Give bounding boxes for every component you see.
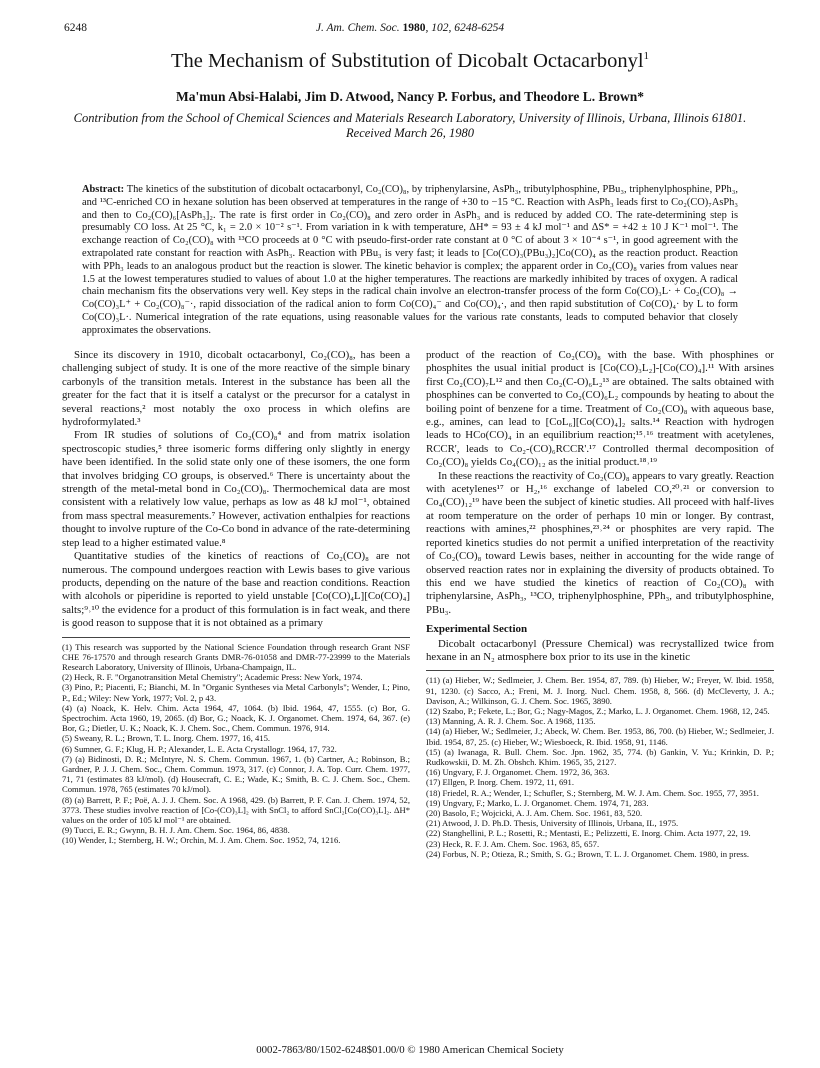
footnote: (7) (a) Bidinosti, D. R.; McIntyre, N. S. Chem. Commun. 1967, 1. (b) Cartner, A.; Robinson, B.; Gardner, P. J. J. Chem. Soc., Chem. Commun. 1973, 317. (c) Connor, J. A. Top. Curr. Chem. 1977, 71, 71 (estimates 83 kJ/mol). (d) Housecraft, C. E.; Wade, K.; Smith, B. C. J. Chem. Soc., Chem. Commun. 1978, 765 (estimates 70 kJ/mol). xyxy=(62,753,410,795)
abstract-label: Abstract: xyxy=(82,184,125,195)
footnote: (4) (a) Noack, K. Helv. Chim. Acta 1964, 47, 1064. (b) Ibid. 1964, 47, 1555. (c) Bor, G. Spectrochim. Acta 1960, 19, 2065. (d) Bor, G.; Noack, K. J. Organomet. Chem. 1974, 64, 367. (e) Bor, G.; Dietler, U. K.; Noack, K. J. Chem. Soc., Chem. Commun. 1976, 914. xyxy=(62,702,410,734)
footnote: (16) Ungvary, F. J. Organomet. Chem. 1972, 36, 363. xyxy=(426,767,610,778)
author-list: Ma'mun Absi-Halabi, Jim D. Atwood, Nancy P. Forbus, and Theodore L. Brown* xyxy=(176,89,644,104)
footnote: (17) Ellgen, P. Inorg. Chem. 1972, 11, 691. xyxy=(426,777,574,788)
footnote: (8) (a) Barrett, P. F.; Poë, A. J. J. Chem. Soc. A 1968, 429. (b) Barrett, P. F. Can. J. Chem. 1974, 52, 3773. These studies involve reaction of [Co-(CO)₃L]₂ with SnCl₂ to afford SnCl₂[Co(CO)₃L]₂. ΔH* values on the order of 105 kJ mol⁻¹ are obtained. xyxy=(62,794,410,825)
footnote: (9) Tucci, E. R.; Gwynn, B. H. J. Am. Chem. Soc. 1964, 86, 4838. xyxy=(62,825,290,836)
body-paragraph: product of the reaction of Co₂(CO)₈ with the base. With phosphines or phosphites the usual initial product is [Co(CO)₃L₂]-[Co(CO)₄].¹¹ With arsines first Co₂(CO)₇L¹² and then Co₂(C-O)₆L₂¹³ are obtained. The salts obtained with phosphines can be converted to Co₂(CO)₆L₂ compounds by heating to about the boiling point of benzene for a time. Treatment of Co₂(CO)₈ with aqueous base, e.g., amines, can lead to [CoL₆][Co(CO)₄]₂ salts.¹⁴ Reaction with hydrogen leads to HCo(CO)₄ in an equilibrium reaction;¹⁵˒¹⁶ treatment with acetylenes, RCCR', leads to Co₂-(CO)₆RCCR'.¹⁷ Controlled thermal decomposition of Co₂(CO)₈ yields Co₄(CO)₁₂ as the initial product.¹⁸˒¹⁹ xyxy=(426,349,774,469)
article-title-text: The Mechanism of Substitution of Dicobalt Octacarbonyl xyxy=(170,50,644,72)
body-paragraph: In these reactions the reactivity of Co₂(CO)₈ appears to vary greatly. Reaction with acetylenes¹⁷ or H₂,¹⁶ exchange of labeled CO,²⁰˒²¹ or conversion to Co₄(CO)₁₂¹⁹ have been the subject of kinetic studies. All proceed with half-lives at room temperature on the order of perhaps 10 min or longer. By contrast, reactions with amines,²² phosphines,²³˒²⁴ or phosphites are very rapid. The reported kinetics studies do not permit a unified interpretation of the reactivity of Co₂(CO)₈ toward Lewis bases, neither in accounting for the wide range of observed reaction rates nor in explaining the diversity of products obtained. To this end we have studied the kinetics of reaction of Co₂(CO)₈ with triphenylarsine, AsPh₃, ¹³CO, triphenylphosphine, PPh₃, and tributylphosphine, PBu₃. xyxy=(426,469,775,616)
footnote: (6) Sumner, G. F.; Klug, H. P.; Alexander, L. E. Acta Crystallogr. 1964, 17, 732. xyxy=(62,743,337,754)
left-column xyxy=(62,349,410,846)
running-header xyxy=(64,22,756,38)
copyright-footer: 0002-7863/80/1502-6248$01.00/0 © 1980 American Chemical Society xyxy=(256,1044,564,1056)
journal-year: 1980 xyxy=(402,22,426,34)
page-number: 6248 xyxy=(64,22,87,34)
journal-name: J. Am. Chem. Soc. xyxy=(315,22,400,34)
article-title xyxy=(40,50,780,73)
footnotes-right xyxy=(426,675,774,859)
right-column xyxy=(426,349,774,859)
footnote: (2) Heck, R. F. "Organotransition Metal Chemistry"; Academic Press: New York, 1974. xyxy=(62,672,363,683)
footnote: (18) Friedel, R. A.; Wender, I.; Schufler, S.; Sternberg, M. W. J. Am. Chem. Soc. 1955, 77, 3951. xyxy=(426,787,759,798)
body-paragraph: Dicobalt octacarbonyl (Pressure Chemical) was recrystallized twice from hexane in an N₂ atmosphere box prior to its use in the kinetic xyxy=(426,637,774,663)
footnote: (20) Basolo, F.; Wojcicki, A. J. Am. Chem. Soc. 1961, 83, 520. xyxy=(426,807,643,818)
footnote: (10) Wender, I.; Sternberg, H. W.; Orchin, M. J. Am. Chem. Soc. 1952, 74, 1216. xyxy=(62,835,341,846)
footnote: (12) Szabo, P.; Fekete, L.; Bor, G.; Nagy-Magos, Z.; Marko, L. J. Organomet. Chem. 1968, 12, 245. xyxy=(426,705,770,716)
footnote-divider xyxy=(62,637,410,638)
section-heading: Experimental Section xyxy=(426,623,528,636)
footnote: (14) (a) Hieber, W.; Sedlmeier, J.; Abeck, W. Chem. Ber. 1953, 86, 700. (b) Hieber, W.; Sedlmeier, J. Ibid. 1954, 87, 25. (c) Hieber, W.; Wiesboeck, R. Ibid. 1958, 91, 1146. xyxy=(426,726,774,747)
footnote: (21) Atwood, J. D. Ph.D. Thesis, University of Illinois, Urbana, IL, 1975. xyxy=(426,818,679,829)
footnotes-left xyxy=(62,642,410,846)
abstract-text: The kinetics of the substitution of dicobalt octacarbonyl, Co₂(CO)₈, by triphenylarsine, AsPh₃, tributylphosphine, PBu₃, triphenylphosphine, PPh₃, and ¹³C-enriched CO in hexane solution has been observed at temperatures in the range of +30 to −15 °C. Reaction with AsPh₃ leads first to Co₂(CO)₇AsPh₃ and then to Co₂(CO)₆[AsPh₃]₂. The rate is first order in Co₂(CO)₈ and zero order in AsPh₃ and is reduced by added CO. The rate-determining step is presumably CO loss. At 25 °C, k₁ = 2.0 × 10⁻² s⁻¹. From variation in k with temperature, ΔH* = 93 ± 4 kJ mol⁻¹ and ΔS* = +42 ± 10 J K⁻¹ mol⁻¹. The exchange reaction of Co₂(CO)₈ with ¹³CO proceeds at 0 °C with pseudo-first-order rate constant at 0 °C of about 3 × 10⁻⁴ s⁻¹, in good agreement with the extrapolated rate constant for reaction with AsPh₃. Reaction with PBu₃ is very fast; it leads to [Co(CO)₃(PBu₃)₂]Co(CO)₄ as the reaction product. Reaction with PPh₃ leads to an analogous product but the reaction is slower. The kinetic behavior is complex; the apparent order in Co₂(CO)₈ varies from values near 1.5 at the lowest temperatures studied to values of about 1.0 at the higher temperatures. The reactions are markedly inhibited by traces of oxygen. A radical chain mechanism fits the observations very well. Key steps in the radical chain involve an electron-transfer process of the form Co(CO)₃L· + Co₂(CO)₈ → Co(CO)₃L⁺ + Co₂(CO)₈⁻·, rapid dissociation of the radical anion to form Co(CO)₄⁻ and Co(CO)₄·, and then rapid substitution of Co(CO)₄· by L to form Co(CO)₃L·. Numerical integration of the rate equations, using reasonable values for the various rate constants, leads to computed behavior that closely approximates the observations. xyxy=(82,184,738,336)
affiliation: Contribution from the School of Chemical Sciences and Materials Research Laboratory, University of Illinois, Urbana, Illinois 61801. Received March 26, 1980 xyxy=(73,111,747,140)
footnote: (5) Sweany, R. L.; Brown, T. L. Inorg. Chem. 1977, 16, 415. xyxy=(62,733,271,744)
body-paragraph: Since its discovery in 1910, dicobalt octacarbonyl, Co₂(CO)₈, has been a challenging subject of study. It is one of the more reactive of the simple binary carbonyls of the transition metals. Interest in the substance has been all the greater for the fact that it is itself a catalyst or the precursor for a catalyst in several reactions,² most notably the oxo process in which olefins are hydroformylated.³ xyxy=(62,349,410,429)
journal-citation xyxy=(64,22,756,34)
footnote: (23) Heck, R. F. J. Am. Chem. Soc. 1963, 85, 657. xyxy=(426,838,600,849)
footnote: (19) Ungvary, F.; Marko, L. J. Organomet. Chem. 1974, 71, 283. xyxy=(426,797,649,808)
footnote: (15) (a) Iwanaga, R. Bull. Chem. Soc. Jpn. 1962, 35, 774. (b) Gankin, V. Yu.; Krinkin, D. P.; Rudkowskii, D. M. Zh. Obshch. Khim. 1965, 35, 2127. xyxy=(426,746,774,767)
footnote: (13) Manning, A. R. J. Chem. Soc. A 1968, 1135. xyxy=(426,716,596,727)
footnote: (11) (a) Hieber, W.; Sedlmeier, J. Chem. Ber. 1954, 87, 789. (b) Hieber, W.; Freyer, W. Ibid. 1958, 91, 1230. (c) Sacco, A.; Freni, M. J. Inorg. Nucl. Chem. 1958, 8, 566. (d) McCleverty, J. A.; Davison, A.; Wilkinson, G. J. Chem. Soc. 1965, 3890. xyxy=(426,675,774,706)
abstract xyxy=(82,184,738,338)
footnote: (1) This research was supported by the National Science Foundation through research Grant NSF CHE 76-17570 and through research Grants DMR-76-01058 and DMR-77-23999 to the Materials Research Laboratory, University of Illinois, Urbana-Champaign, IL. xyxy=(62,641,410,672)
footnote: (3) Pino, P.; Piacenti, F.; Bianchi, M. In "Organic Syntheses via Metal Carbonyls"; Wender, I.; Pino, P., Ed.; Wiley: New York, 1977; Vol. 2, p 43. xyxy=(62,682,410,703)
footnote: (22) Stanghellini, P. L.; Rosetti, R.; Mentasti, E.; Pelizzetti, E. Inorg. Chim. Acta 1977, 22, 19. xyxy=(426,828,751,839)
body-paragraph: Quantitative studies of the kinetics of reactions of Co₂(CO)₈ are not numerous. The compound undergoes reaction with Lewis bases to give various products, depending on the nature of the base and reaction conditions. Reaction with alcohols or piperidine is reported to yield unstable [Co(CO)₄L][Co(CO)₄] salts;⁹˒¹⁰ the evidence for a product of this formulation is in fact weak, and there is good reason to suppose that it is not obtained as a primary xyxy=(62,550,410,630)
footnote: (24) Forbus, N. P.; Otieza, R.; Smith, S. G.; Brown, T. L. J. Organomet. Chem. 1980, in press. xyxy=(426,848,749,859)
journal-volume-pages: , 102, 6248-6254 xyxy=(425,22,505,34)
body-paragraph: From IR studies of solutions of Co₂(CO)₈⁴ and from matrix isolation spectroscopic studies,⁵ three isomeric forms differing only slightly in energy have been identified. In the solid state only one of these isomers, the one form that involves bridging CO groups, is observed.⁶ There is uncertainty about the strength of the metal-metal bond in Co₂(CO)₈. Thermochemical data are most consistent with a relatively low value, perhaps as low as 48 kJ mol⁻¹, obtained from mass spectral measurements.⁷ However, activation enthalpies for reactions thought to involve rupture of the Co-Co bond in advance of the rate-determining step lead to a higher estimated value.⁸ xyxy=(62,429,410,549)
footnote-divider xyxy=(426,670,774,671)
title-footnote-mark: 1 xyxy=(643,50,650,63)
